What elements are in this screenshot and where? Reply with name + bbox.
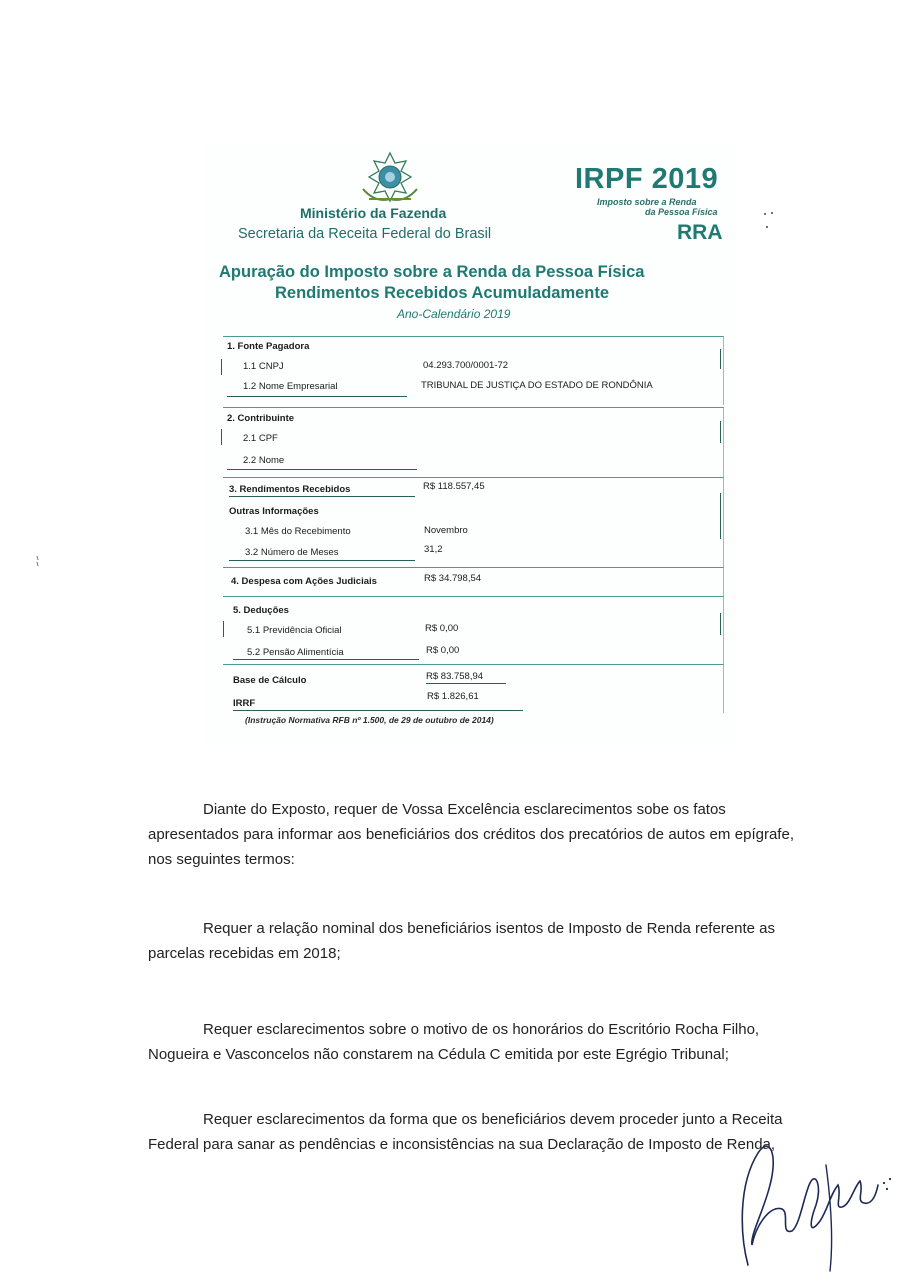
scan-speck-marks xyxy=(762,208,776,232)
paragraph-line: Requer esclarecimentos sobre o motivo de os honorários do Escritório Rocha Filho, xyxy=(203,1021,760,1038)
form-title-line1: Apuração do Imposto sobre a Renda da Pessoa Física xyxy=(219,263,645,281)
paragraph-receita-federal xyxy=(148,1107,794,1157)
bracket-mark xyxy=(720,493,721,539)
despesa-heading: 4. Despesa com Ações Judiciais xyxy=(231,576,377,587)
base-calculo-label: Base de Cálculo xyxy=(233,675,307,686)
contribuinte-nome-label: 2.2 Nome xyxy=(243,455,285,466)
paragraph-line: Requer esclarecimentos da forma que os beneficiários devem proceder junto a Receita xyxy=(203,1111,783,1128)
ministerio-heading: Ministério da Fazenda xyxy=(300,205,447,221)
paragraph-text: apresentados para informar aos beneficiários dos créditos dos precatórios de autos em epígrafe, nos seguintes termos: xyxy=(148,826,794,868)
field-underline xyxy=(233,710,523,711)
mes-recebimento-label: 3.1 Mês do Recebimento xyxy=(245,526,351,537)
field-underline xyxy=(227,469,417,470)
bracket-mark xyxy=(720,421,721,443)
handwritten-signature-icon xyxy=(730,1125,900,1275)
field-underline xyxy=(229,560,415,561)
brasao-coat-of-arms-icon xyxy=(355,149,425,205)
mes-recebimento-value: Novembro xyxy=(424,525,468,536)
outras-informacoes-heading: Outras Informações xyxy=(229,506,319,517)
paragraph-text: Nogueira e Vasconcelos não constarem na Cédula C emitida por este Egrégio Tribunal; xyxy=(148,1046,729,1063)
nome-empresarial-label: 1.2 Nome Empresarial xyxy=(243,381,338,392)
field-underline xyxy=(426,683,506,684)
cpf-label: 2.1 CPF xyxy=(243,433,278,444)
paragraph-line: Diante do Exposto, requer de Vossa Excelência esclarecimentos sobe os fatos xyxy=(203,801,726,818)
rendimentos-value: R$ 118.557,45 xyxy=(423,481,485,492)
instrucao-normativa-note: (Instrução Normativa RFB nº 1.500, de 29 de outubro de 2014) xyxy=(245,715,494,725)
previdencia-label: 5.1 Previdência Oficial xyxy=(247,625,342,636)
section-contribuinte xyxy=(223,407,724,478)
rendimentos-heading: 3. Rendimentos Recebidos xyxy=(229,484,351,495)
irpf-subtitle-line1: Imposto sobre a Renda xyxy=(597,197,697,207)
paragraph-diante-exposto xyxy=(148,797,794,872)
form-title-year: Ano-Calendário 2019 xyxy=(397,307,511,321)
bracket-mark xyxy=(221,429,222,445)
pensao-label: 5.2 Pensão Alimentícia xyxy=(247,647,344,658)
rra-form-image xyxy=(205,143,735,743)
paragraph-line: Requer a relação nominal dos beneficiários isentos de Imposto de Renda referente as xyxy=(203,920,776,937)
paragraph-text: parcelas recebidas em 2018; xyxy=(148,945,341,962)
irrf-value: R$ 1.826,61 xyxy=(427,691,479,702)
paragraph-honorarios xyxy=(148,1017,794,1067)
contribuinte-heading: 2. Contribuinte xyxy=(227,413,295,424)
nome-empresarial-value: TRIBUNAL DE JUSTIÇA DO ESTADO DE RONDÔNIA xyxy=(421,380,653,391)
field-underline xyxy=(227,396,407,397)
irpf-logo-text: IRPF 2019 xyxy=(575,163,719,195)
irrf-label: IRRF xyxy=(233,698,256,709)
bracket-mark xyxy=(720,349,721,369)
field-underline xyxy=(229,496,415,497)
numero-meses-value: 31,2 xyxy=(424,544,443,555)
form-title-line2: Rendimentos Recebidos Acumuladamente xyxy=(275,284,610,302)
fonte-heading: 1. Fonte Pagadora xyxy=(227,341,310,352)
cnpj-value: 04.293.700/0001-72 xyxy=(423,360,509,371)
irpf-subtitle-line2: da Pessoa Física xyxy=(645,207,718,217)
bracket-mark xyxy=(221,359,222,375)
cnpj-label: 1.1 CNPJ xyxy=(243,361,284,372)
rra-label: RRA xyxy=(677,221,723,244)
secretaria-heading: Secretaria da Receita Federal do Brasil xyxy=(238,226,492,242)
despesa-value: R$ 34.798,54 xyxy=(424,573,482,584)
numero-meses-label: 3.2 Número de Meses xyxy=(245,547,339,558)
field-underline xyxy=(233,659,419,660)
base-calculo-value: R$ 83.758,94 xyxy=(426,671,484,682)
previdencia-value: R$ 0,00 xyxy=(425,623,459,634)
deducoes-heading: 5. Deduções xyxy=(233,605,289,616)
paragraph-text: Federal para sanar as pendências e inconsistências na sua Declaração de Imposto de Renda, xyxy=(148,1136,776,1153)
scan-speck-marks xyxy=(35,555,41,567)
bracket-mark xyxy=(223,621,224,637)
bracket-mark xyxy=(720,613,721,635)
pensao-value: R$ 0,00 xyxy=(426,645,460,656)
paragraph-relacao-nominal xyxy=(148,916,794,966)
